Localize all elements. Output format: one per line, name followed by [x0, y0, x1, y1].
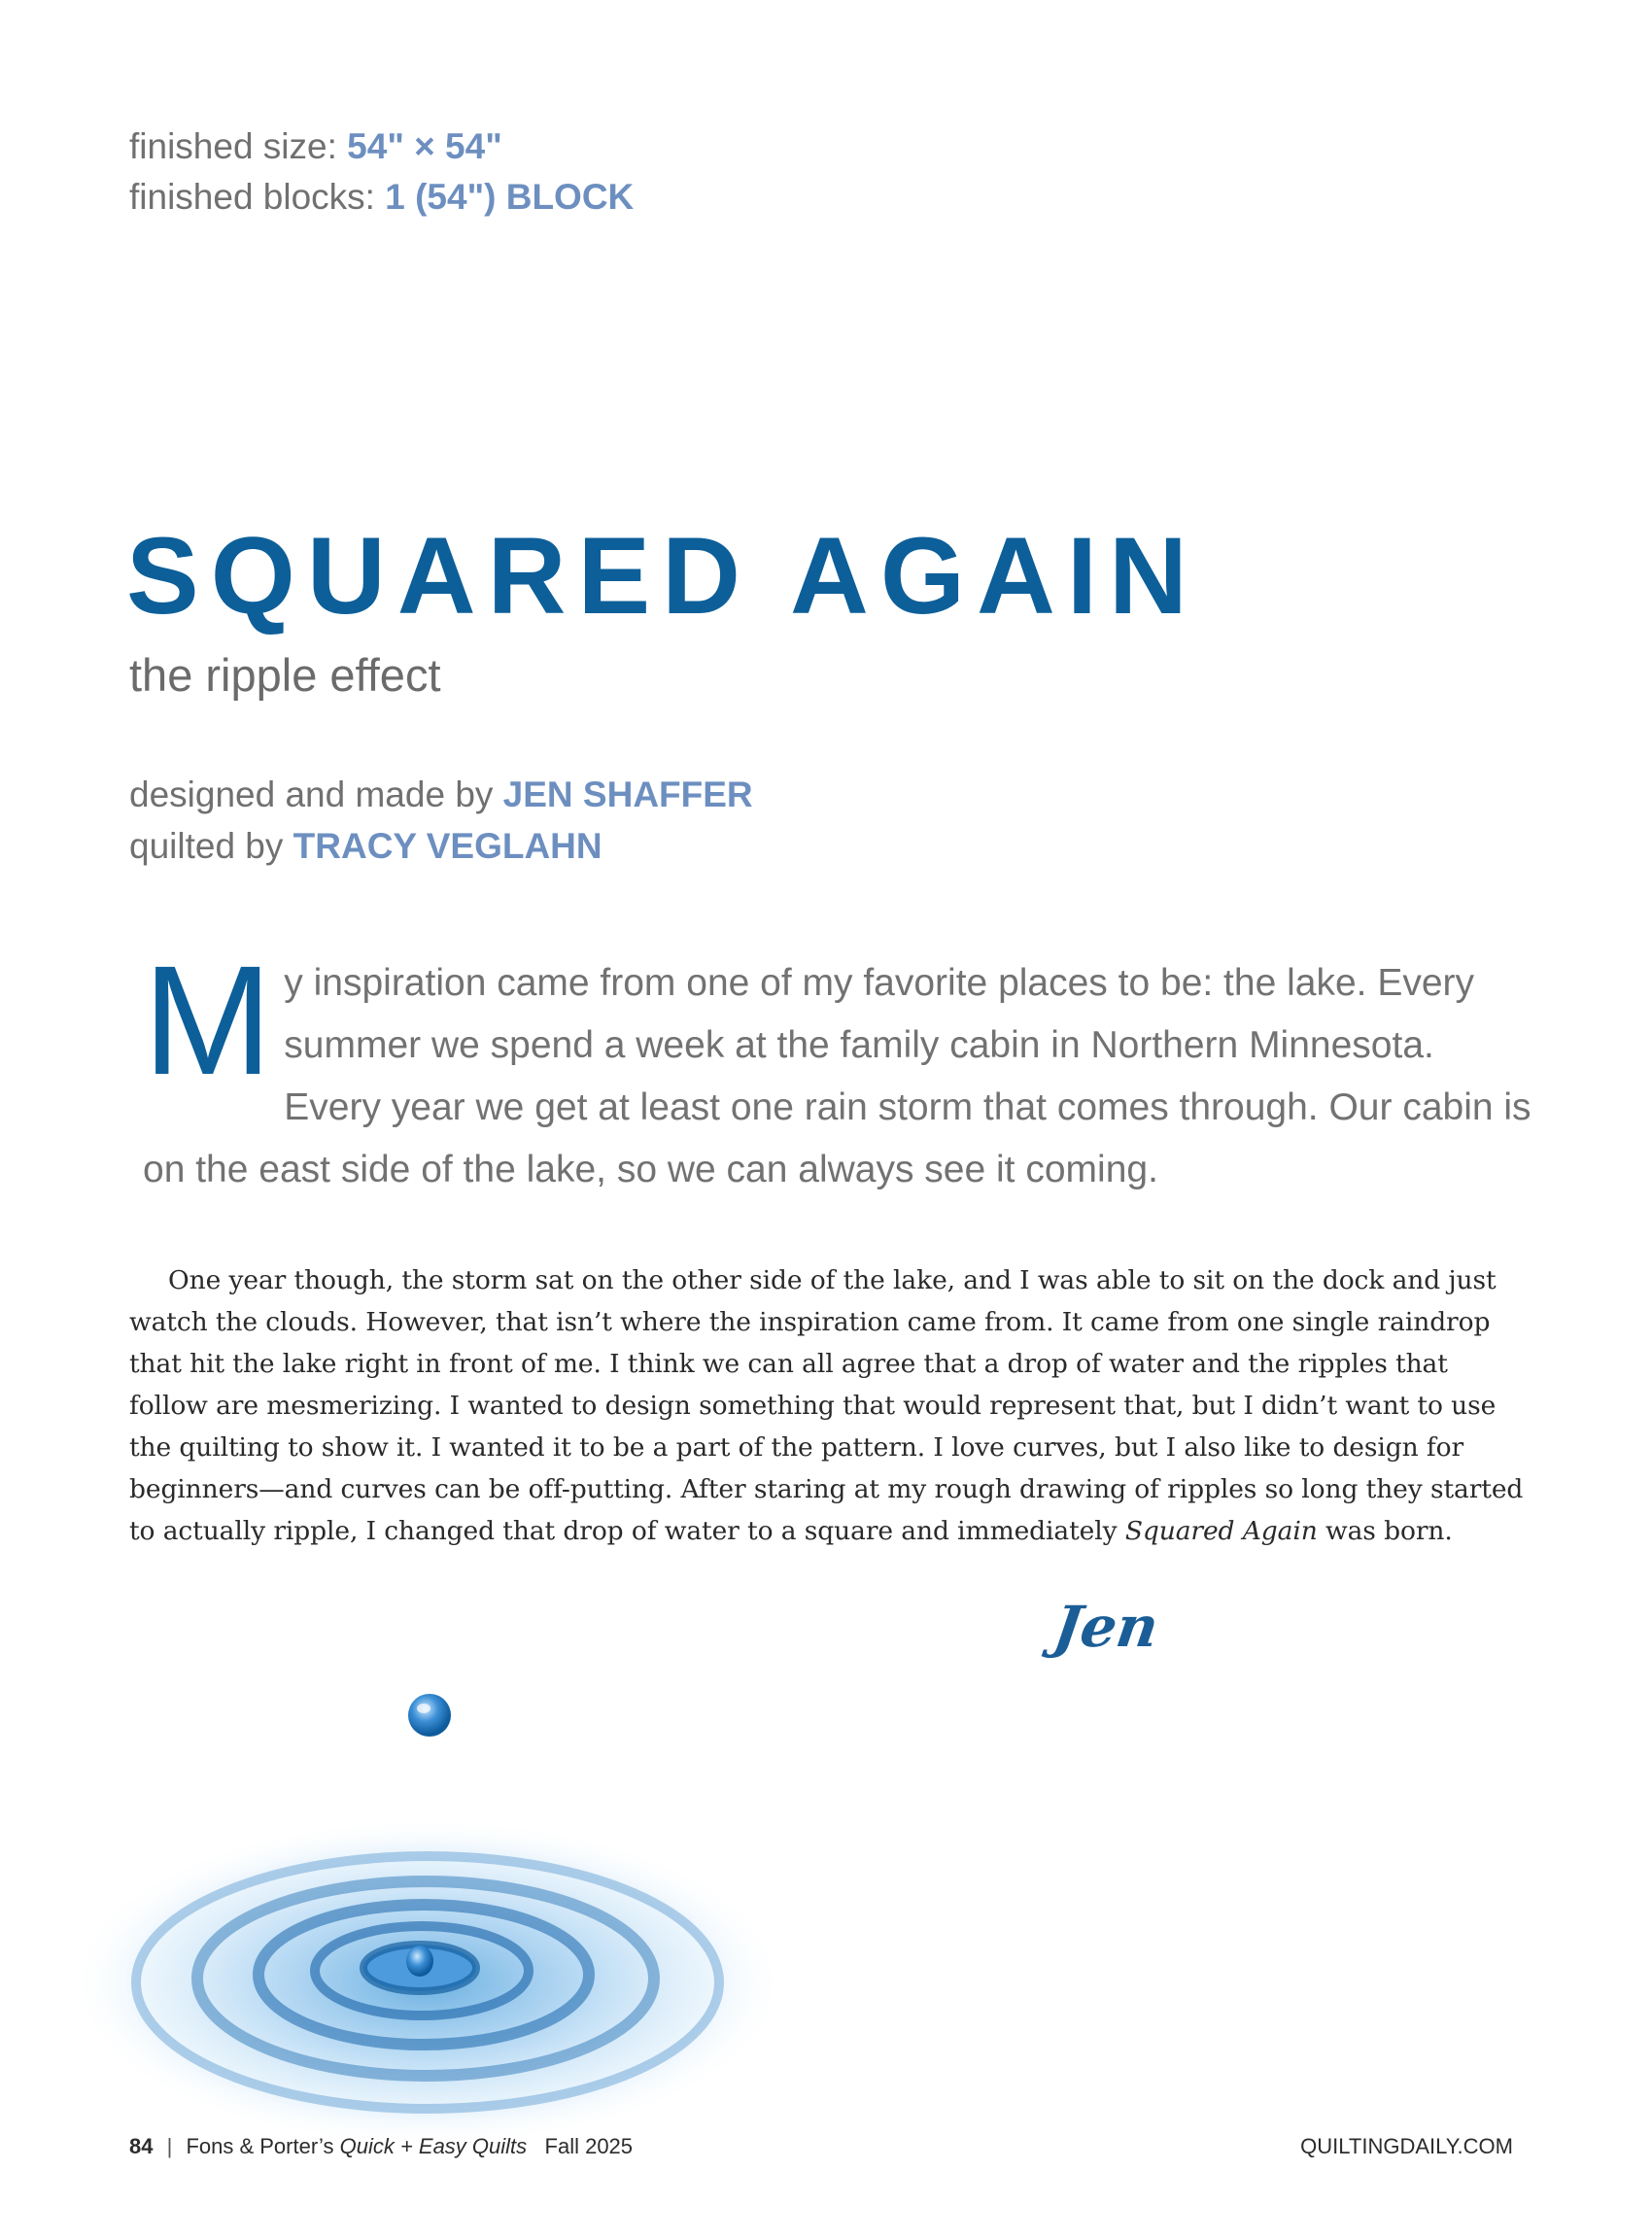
footer-publication — [129, 2134, 633, 2159]
publication-prefix: Fons & Porter’s — [186, 2134, 340, 2158]
intro-paragraph — [143, 933, 1532, 1201]
body-text-after: was born. — [1317, 1516, 1453, 1546]
quilter-label: quilted by — [129, 826, 284, 866]
footer-separator: | — [166, 2134, 173, 2158]
issue-date: Fall 2025 — [544, 2134, 634, 2158]
intro-text: y inspiration came from one of my favorite places to be: the lake. Every summer we spend a week at the family cabin in Northern Minnesota. Every year we get at least one rain storm that comes through. Our cabin is on the east side of the lake, so we can always see it coming. — [143, 962, 1532, 1190]
water-drop-ripple-image — [58, 1662, 797, 2148]
finished-blocks-line — [129, 172, 634, 223]
website-url: QUILTINGDAILY.COM — [1300, 2134, 1513, 2158]
author-signature: Jen — [1050, 1594, 1163, 1660]
page-number: 84 — [129, 2134, 154, 2158]
publication-name: Quick + Easy Quilts — [339, 2134, 528, 2158]
body-text-before: One year though, the storm sat on the other side of the lake, and I was able to sit on the dock and just watch the clouds. However, that isn’t where the inspiration came from. It came from one single raindrop that hit the lake right in front of me. I think we can all agree that a drop of water and the ripples that follow are mesmerizing. I wanted to design something that would represent that, but I didn’t want to use the quilting to show it. I wanted it to be a part of the pattern. I love curves, but I also like to design for beginners—and curves can be off-putting. After staring at my rough drawing of ripples so long they started to actually ripple, I changed that drop of water to a square and immediately — [129, 1265, 1524, 1546]
finished-blocks-value: 1 (54") BLOCK — [385, 177, 635, 217]
quilter-name: TRACY VEGLAHN — [293, 826, 602, 866]
drop-cap: M — [143, 933, 273, 1107]
finished-size-line — [129, 121, 502, 172]
finished-size-label: finished size: — [129, 126, 337, 166]
designer-credit — [129, 770, 753, 820]
page-title: SQUARED AGAIN — [126, 515, 1199, 637]
body-italic-title: Squared Again — [1124, 1516, 1318, 1546]
quilter-credit — [129, 821, 602, 872]
designer-name: JEN SHAFFER — [502, 775, 753, 814]
page-subtitle: the ripple effect — [129, 649, 441, 701]
designer-label: designed and made by — [129, 775, 494, 814]
finished-blocks-label: finished blocks: — [129, 177, 375, 217]
body-paragraph — [129, 1259, 1529, 1552]
finished-size-value: 54" × 54" — [347, 126, 502, 166]
